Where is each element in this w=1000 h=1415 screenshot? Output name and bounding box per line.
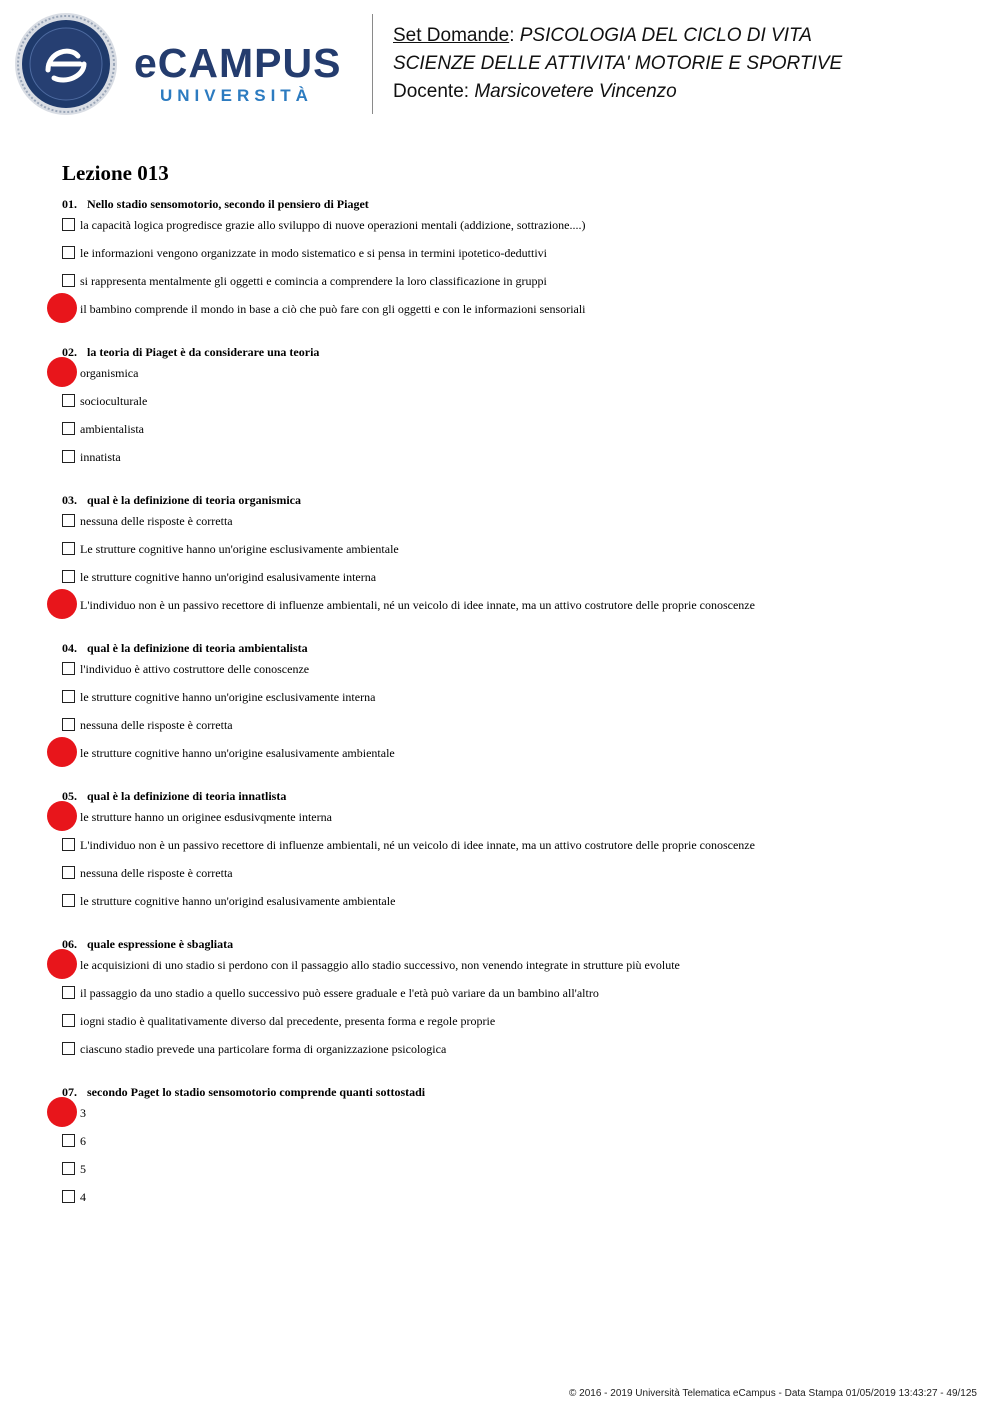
question-block — [62, 196, 962, 330]
answer-text: le strutture cognitive hanno un'origine esclusivamente interna — [80, 690, 376, 704]
teacher-name: Marsicovetere Vincenzo — [474, 81, 677, 102]
answer-checkbox[interactable] — [62, 246, 75, 259]
answer-option[interactable] — [62, 218, 962, 246]
answer-checkbox[interactable] — [62, 422, 75, 435]
answer-text: L'individuo non è un passivo recettore di influenze ambientali, né un veicolo di idee innate, ma un attivo costrutore delle proprie conoscenze — [80, 598, 755, 612]
question-block — [62, 788, 962, 922]
question-number: 04. — [62, 641, 77, 655]
correct-answer-marker-icon — [47, 1097, 77, 1127]
header-divider — [372, 14, 373, 114]
question-label: qual è la definizione di teoria innatlista — [87, 789, 287, 803]
answer-option[interactable] — [62, 274, 962, 302]
answer-checkbox[interactable] — [62, 690, 75, 703]
correct-answer-marker-icon — [47, 949, 77, 979]
answer-text: L'individuo non è un passivo recettore di influenze ambientali, né un veicolo di idee innate, ma un attivo costrutore delle proprie conoscenze — [80, 838, 755, 852]
correct-answer-marker-icon — [47, 801, 77, 831]
correct-answer-marker-icon — [47, 589, 77, 619]
question-label: qual è la definizione di teoria ambientalista — [87, 641, 308, 655]
answer-text: ambientalista — [80, 422, 144, 436]
question-label: la teoria di Piaget è da considerare una teoria — [87, 345, 320, 359]
question-label: secondo Paget lo stadio sensomotorio comprende quanti sottostadi — [87, 1085, 426, 1099]
answer-option[interactable] — [62, 514, 962, 542]
answer-option[interactable] — [62, 1042, 962, 1070]
question-block — [62, 1084, 962, 1218]
answer-option[interactable] — [62, 690, 962, 718]
answer-checkbox[interactable] — [62, 662, 75, 675]
set-info — [393, 22, 842, 106]
set-title-line: Set Domande: PSICOLOGIA DEL CICLO DI VITA — [393, 25, 812, 46]
answer-option[interactable] — [62, 986, 962, 1014]
answer-text: ciascuno stadio prevede una particolare forma di organizzazione psicologica — [80, 1042, 447, 1056]
set-label: Set Domande — [393, 25, 510, 46]
answer-text: le acquisizioni di uno stadio si perdono con il passaggio allo stadio successivo, non venendo integrate in strutture più evolute — [80, 958, 680, 972]
answer-text: le strutture cognitive hanno un'origind esalusivamente interna — [80, 570, 377, 584]
question-label: Nello stadio sensomotorio, secondo il pensiero di Piaget — [87, 197, 369, 211]
answer-option[interactable] — [62, 1134, 962, 1162]
set-subtitle: SCIENZE DELLE ATTIVITA' MOTORIE E SPORTIVE — [393, 53, 843, 74]
answer-text: organismica — [80, 366, 139, 380]
page-footer: © 2016 - 2019 Università Telematica eCampus - Data Stampa 01/05/2019 13:43:27 - 49/125 — [569, 1388, 977, 1399]
answer-text: la capacità logica progredisce grazie allo sviluppo di nuove operazioni mentali (addizione, sottrazione....) — [80, 218, 586, 232]
answer-checkbox[interactable] — [62, 718, 75, 731]
answer-text: socioculturale — [80, 394, 148, 408]
answer-checkbox[interactable] — [62, 218, 75, 231]
answer-checkbox[interactable] — [62, 542, 75, 555]
set-title: PSICOLOGIA DEL CICLO DI VITA — [519, 25, 812, 46]
answer-option[interactable] — [62, 246, 962, 274]
ecampus-seal-logo — [14, 12, 118, 116]
question-text — [62, 196, 962, 212]
answer-option[interactable] — [62, 570, 962, 598]
answer-text: le informazioni vengono organizzate in modo sistematico e si pensa in termini ipotetico-deduttivi — [80, 246, 547, 260]
answer-checkbox[interactable] — [62, 866, 75, 879]
question-number: 06. — [62, 937, 77, 951]
question-number: 02. — [62, 345, 77, 359]
answer-option[interactable] — [62, 746, 962, 774]
answer-option[interactable] — [62, 422, 962, 450]
answer-option[interactable] — [62, 1190, 962, 1218]
answer-checkbox[interactable] — [62, 1042, 75, 1055]
question-label: quale espressione è sbagliata — [87, 937, 234, 951]
answer-option[interactable] — [62, 958, 962, 986]
answer-text: il bambino comprende il mondo in base a ciò che può fare con gli oggetti e con le informazioni sensoriali — [80, 302, 586, 316]
question-text — [62, 936, 962, 952]
answer-option[interactable] — [62, 394, 962, 422]
ecampus-wordmark — [134, 42, 341, 106]
answer-checkbox[interactable] — [62, 394, 75, 407]
answer-option[interactable] — [62, 1014, 962, 1042]
answer-checkbox[interactable] — [62, 1162, 75, 1175]
logo-brand-text: eCAMPUS — [134, 40, 342, 86]
answer-option[interactable] — [62, 542, 962, 570]
question-block — [62, 936, 962, 1070]
answer-text: nessuna delle risposte è corretta — [80, 866, 233, 880]
question-number: 07. — [62, 1085, 77, 1099]
question-number: 01. — [62, 197, 77, 211]
answer-checkbox[interactable] — [62, 570, 75, 583]
answer-checkbox[interactable] — [62, 1190, 75, 1203]
answer-option[interactable] — [62, 366, 962, 394]
answer-option[interactable] — [62, 1106, 962, 1134]
question-number: 05. — [62, 789, 77, 803]
answer-text: Le strutture cognitive hanno un'origine esclusivamente ambientale — [80, 542, 399, 556]
answer-checkbox[interactable] — [62, 894, 75, 907]
answer-option[interactable] — [62, 894, 962, 922]
question-list — [62, 196, 962, 1232]
page-header — [0, 0, 1000, 130]
correct-answer-marker-icon — [47, 293, 77, 323]
answer-checkbox[interactable] — [62, 1014, 75, 1027]
question-block — [62, 492, 962, 626]
answer-text: nessuna delle risposte è corretta — [80, 718, 233, 732]
question-text — [62, 344, 962, 360]
answer-text: l'individuo è attivo costruttore delle conoscenze — [80, 662, 310, 676]
teacher-label: Docente: — [393, 81, 470, 102]
answer-text: le strutture cognitive hanno un'origine esalusivamente ambientale — [80, 746, 395, 760]
question-number: 03. — [62, 493, 77, 507]
answer-checkbox[interactable] — [62, 838, 75, 851]
answer-checkbox[interactable] — [62, 450, 75, 463]
answer-text: le strutture hanno un originee esdusivqmente interna — [80, 810, 332, 824]
answer-option[interactable] — [62, 838, 962, 866]
answer-option[interactable] — [62, 718, 962, 746]
answer-text: 3 — [80, 1106, 86, 1120]
answer-text: innatista — [80, 450, 121, 464]
lesson-title: Lezione 013 — [62, 161, 169, 185]
answer-checkbox[interactable] — [62, 514, 75, 527]
answer-option[interactable] — [62, 810, 962, 838]
question-text — [62, 492, 962, 508]
question-block — [62, 344, 962, 478]
answer-text: il passaggio da uno stadio a quello successivo può essere graduale e l'età può variare da un bambino all'altro — [80, 986, 599, 1000]
answer-option[interactable] — [62, 598, 962, 626]
question-text — [62, 1084, 962, 1100]
answer-text: iogni stadio è qualitativamente diverso dal precedente, presenta forma e regole proprie — [80, 1014, 496, 1028]
answer-text: 5 — [80, 1162, 86, 1176]
answer-checkbox[interactable] — [62, 274, 75, 287]
answer-checkbox[interactable] — [62, 986, 75, 999]
logo-subtitle-text: UNIVERSITÀ — [160, 86, 313, 105]
answer-option[interactable] — [62, 1162, 962, 1190]
question-text — [62, 788, 962, 804]
answer-text: si rappresenta mentalmente gli oggetti e comincia a comprendere la loro classificazione in gruppi — [80, 274, 547, 288]
answer-option[interactable] — [62, 662, 962, 690]
answer-text: nessuna delle risposte è corretta — [80, 514, 233, 528]
answer-option[interactable] — [62, 866, 962, 894]
answer-option[interactable] — [62, 450, 962, 478]
answer-option[interactable] — [62, 302, 962, 330]
question-label: qual è la definizione di teoria organismica — [87, 493, 301, 507]
answer-text: 4 — [80, 1190, 86, 1204]
correct-answer-marker-icon — [47, 737, 77, 767]
question-block — [62, 640, 962, 774]
correct-answer-marker-icon — [47, 357, 77, 387]
answer-text: le strutture cognitive hanno un'origind esalusivamente ambientale — [80, 894, 396, 908]
answer-text: 6 — [80, 1134, 86, 1148]
answer-checkbox[interactable] — [62, 1134, 75, 1147]
teacher-line — [393, 78, 842, 106]
question-text — [62, 640, 962, 656]
